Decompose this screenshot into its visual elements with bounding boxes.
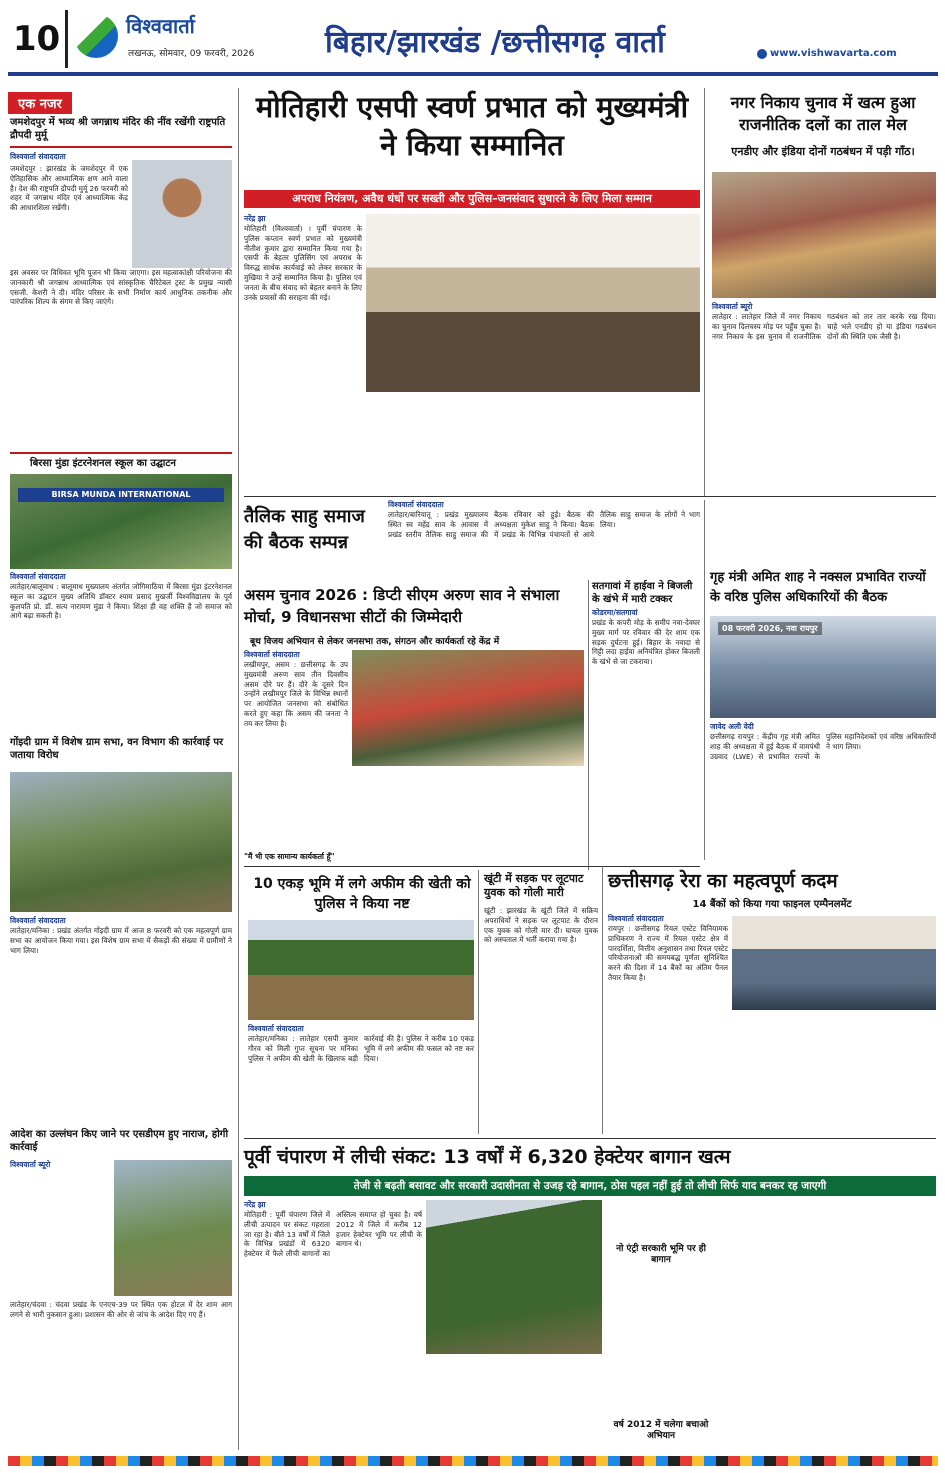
- dateline: लखनऊ, सोमवार, 09 फरवरी, 2026: [128, 49, 255, 59]
- section-title: बिहार/झारखंड /छत्तीसगढ़ वार्ता: [325, 25, 665, 60]
- column-rule: [704, 88, 705, 496]
- assam-body: लखीमपुर, असम : छत्तीसगढ़ के उप मुख्यमंत्री अरुण साव तीन दिवसीय असम दौरे पर हैं। दौरे के दूसरे दिन उन्होंने लखीमपुर जिले के विभिन्न स्थानों पर आयोजित जनसभा को संबोधित करते हुए कहा कि असम की जनता ने तय कर लिया है।: [244, 660, 348, 728]
- opium-byline: विश्ववार्ता संवाददाता: [248, 1024, 304, 1033]
- crowd-photo: [712, 172, 936, 298]
- lychee-headline: पूर्वी चंपारण में लीची संकट: 13 वर्षों में 6,320 हेक्टेयर बागान खत्म: [244, 1146, 731, 1168]
- hotel-photo: [114, 1160, 232, 1296]
- color-registration-bar: [8, 1456, 938, 1466]
- teli-byline: विश्ववार्ता संवाददाता: [388, 500, 444, 509]
- opium-field-photo: [248, 920, 474, 1020]
- opium-headline: 10 एकड़ भूमि में लगे अफीम की खेती को पुलिस ने किया नष्ट: [253, 876, 471, 912]
- rera-meeting-photo: [732, 916, 936, 1010]
- photo-caption: 08 फरवरी 2026, नवा रायपुर: [718, 622, 822, 635]
- brief4-lead: [10, 1172, 110, 1270]
- brief3-byline: विश्ववार्ता संवाददाता: [10, 916, 66, 925]
- assam-strap: बूथ विजय अभियान से लेकर जनसभा तक, संगठन और कार्यकर्ता रहे केंद्र में: [250, 637, 500, 647]
- brief4-body: लातेहार/चंदवा : चंदवा प्रखंड के एनएच-39 पर स्थित एक होटल में देर शाम आग लगने से भारी नुकसान हुआ। प्रशासन की ओर से जांच के आदेश दिए गए हैं।: [10, 1300, 232, 1319]
- brief1-body: इस अवसर पर विधिवत भूमि पूजन भी किया जाएगा। इस महत्वाकांक्षी परियोजना की जानकारी श्री जगन्नाथ आध्यात्मिक एवं सांस्कृतिक चैरिटेबल ट्रस्ट के प्रमुख न्यासी एसजी. केशरी ने दी। मंदिर परिसर के सभी निर्माण कार्य आधुनिक तकनीक और पारंपरिक शिल्प के संगम से किए जाएंगे।: [10, 268, 232, 307]
- pole-headline: सतगावां में हाईवा ने बिजली के खंभे में मारी टक्कर: [592, 581, 693, 605]
- rera-byline: विश्ववार्ता संवाददाता: [608, 914, 664, 923]
- brief1-headline: जमशेदपुर में भव्य श्री जगन्नाथ मंदिर की नींव रखेंगी राष्ट्रपति द्रौपदी मुर्मू: [10, 117, 226, 141]
- row-rule: [244, 1138, 936, 1139]
- brief3-body: लातेहार/मनिका : प्रखंड अंतर्गत गोंइदी ग्राम में आज 8 फरवरी को एक महत्वपूर्ण ग्राम सभा का आयोजन किया गया। इस विशेष ग्राम सभा में सैकड़ों की संख्या में ग्रामीणों ने भाग लिया।: [10, 926, 232, 955]
- school-banner: BIRSA MUNDA INTERNATIONAL: [18, 488, 224, 502]
- shot-headline: खूंटी में सड़क पर लूटपाट युवक को गोली मारी: [484, 872, 584, 899]
- column-rule: [588, 580, 589, 870]
- teli-headline: तैलिक साहु समाज की बैठक सम्पन्न: [244, 506, 365, 553]
- lead-strap: अपराध नियंत्रण, अवैध धंधों पर सख्ती और पुलिस–जनसंवाद सुधारने के लिए मिला सम्मान: [244, 190, 700, 208]
- header-rule: [8, 72, 938, 76]
- lychee-orchard-photo: [426, 1200, 602, 1354]
- lychee-col4-body: [720, 1200, 936, 1450]
- globe-icon: [757, 49, 767, 59]
- brief1-lead: जमशेदपुर : झारखंड के जमशेदपुर में एक ऐतिहासिक और आध्यात्मिक क्षण आने वाला है। देश की राष्ट्रपति द्रौपदी मुर्मू 26 फरवरी को शहर में जगन्नाथ मंदिर एवं आध्यात्मिक केंद्र की आधारशिला रखेंगी।: [10, 164, 128, 213]
- lead-headline: मोतिहारी एसपी स्वर्ण प्रभात को मुख्यमंत्री ने किया सम्मानित: [255, 90, 689, 162]
- lychee-col3-top: [606, 1200, 716, 1242]
- felicitation-photo: [366, 214, 700, 392]
- shah-body: छत्तीसगढ़ रायपुर : केंद्रीय गृह मंत्री अमित शाह की अध्यक्षता में हुई बैठक में वामपंथी उग्रवाद (LWE) से प्रभावित राज्यों के पुलिस महानिदेशकों एवं वरिष्ठ अधिकारियों ने भाग लिया।: [710, 732, 936, 761]
- right-top-byline: विश्ववार्ता ब्यूरो: [712, 302, 753, 311]
- lychee-strap: तेजी से बढ़ती बसावट और सरकारी उदासीनता से उजड़ रहे बागान, ठोस पहल नहीं हुई तो लीची सिर्फ याद बनकर रह जाएगी: [244, 1176, 936, 1196]
- ek-nazar-tag: एक नजर: [8, 92, 72, 114]
- shah-headline: गृह मंत्री अमित शाह ने नक्सल प्रभावित राज्यों के वरिष्ठ पुलिस अधिकारियों की बैठक: [710, 570, 926, 605]
- shah-byline: जावेद अली वेदी: [710, 722, 754, 731]
- column-rule: [602, 866, 603, 1134]
- gram-sabha-photo: [10, 772, 232, 912]
- website-link[interactable]: www.vishwavarta.com: [770, 48, 897, 59]
- lychee-subhead-2: वर्ष 2012 में चलेगा बचाओ अभियान: [613, 1420, 709, 1441]
- pole-byline: कोडरमा/सतगावां: [592, 608, 638, 617]
- lead-body-continued: [366, 396, 700, 474]
- column-rule: [238, 88, 239, 1450]
- school-photo: [10, 474, 232, 569]
- president-photo: [132, 160, 232, 268]
- rera-body-continued: [732, 1014, 936, 1132]
- right-top-strap: एनडीए और इंडिया दोनों गठबंधन में पड़ी गाँठ।: [731, 145, 915, 158]
- assam-quote: "मैं भी एक सामान्य कार्यकर्ता हूँ": [244, 852, 335, 861]
- column-rule: [704, 500, 705, 860]
- page-number: 10: [8, 10, 68, 68]
- brief2-headline: बिरसा मुंडा इंटरनेशनल स्कूल का उद्घाटन: [30, 458, 176, 469]
- divider: [10, 146, 232, 148]
- teli-body: लातेहार/बारियातू : प्रखंड मुख्यालय स्थित स्व महेंद्र साव के आवास में प्रखंड स्तरीय तैलिक साहु समाज की बैठक रविवार को हुई। बैठक की अध्यक्षता मुकेश साहु ने किया। बैठक में प्रखंड के विभिन्न पंचायतों से आये तैलिक साहु समाज के लोगों ने भाग लिया।: [388, 510, 700, 539]
- assam-body-continued: [352, 770, 584, 856]
- lychee-col3-body: [606, 1268, 716, 1418]
- assam-rally-photo: [352, 650, 584, 766]
- meeting-photo: [710, 616, 936, 718]
- brief3-headline: गोंइदी ग्राम में विशेष ग्राम सभा, वन विभाग की कार्रवाई पर जताया विरोध: [10, 737, 224, 761]
- row-rule: [244, 496, 936, 497]
- lead-body: मोतिहारी (विश्ववार्ता) । पूर्वी चंपारण के पुलिस कप्तान स्वर्ण प्रभात को मुख्यमंत्री नीतीश कुमार द्वारा सम्मानित किया गया है। एसपी के बेहतर पुलिसिंग एवं अपराध के विरुद्ध सार्थक कार्यवाई को लेकर सरकार के मुखिया ने उन्हें सम्मानित किया है। पुलिस एवं जनता के बीच संवाद को बेहतर बनाने के लिए उनके प्रयासों की सराहना की गई।: [244, 224, 362, 302]
- column-rule: [478, 870, 479, 1134]
- rera-strap: 14 बैंकों को किया गया फाइनल एम्पैनलमेंट: [692, 899, 852, 910]
- divider: [10, 452, 232, 454]
- row-rule: [244, 866, 700, 867]
- brand-logo-icon: [74, 14, 118, 58]
- rera-headline: छत्तीसगढ़ रेरा का महत्वपूर्ण कदम: [608, 870, 838, 892]
- left-column: [8, 92, 234, 114]
- rera-body: रायपुर : छत्तीसगढ़ रियल एस्टेट विनियामक प्राधिकरण ने राज्य में रियल एस्टेट क्षेत्र में पारदर्शिता, वित्तीय अनुशासन तथा रियल एस्टेट परियोजनाओं की समयबद्ध पूर्णता सुनिश्चित करने की दिशा में 14 बैंकों का अंतिम पैनल तैयार किया है।: [608, 924, 728, 982]
- brief2-body: लातेहार/बालूमाथ : बालूमाथ मुख्यालय अंतर्गत जोगिमाठिया में बिरसा मुंडा इंटरनेशनल स्कूल का उद्घाटन मुख्य अतिथि डॉक्टर श्याम प्रसाद मुखर्जी विश्वविद्यालय के पूर्व कुलपति प्रो. डॉ. सत्य नारायण मुंडा ने किया। शिक्षा ही वह शक्ति है जो समाज को आगे बढ़ा सकती है।: [10, 582, 232, 621]
- brief4-headline: आदेश का उल्लंघन किए जाने पर एसडीएम हुए नाराज, होगी कार्रवाई: [10, 1129, 229, 1153]
- lychee-byline: नरेंद्र झा: [244, 1200, 266, 1209]
- shot-body: खूंटी : झारखंड के खूंटी जिले में सक्रिय अपराधियों ने सड़क पर लूटपाट के दौरान एक युवक को गोली मार दी। घायल युवक को अस्पताल में भर्ती कराया गया है।: [484, 906, 598, 945]
- right-top-body: लातेहार : लातेहार जिले में नगर निकाय का चुनाव दिलचस्प मोड़ पर पहुँच चुका है। नगर निकाय के इस चुनाव में राजनीतिक गठबंधन को तार तार करके रख दिया। चाहे भले एनडीए हो या इंडिया गठबंधन दोनों की स्थिति एक जैसी है।: [712, 312, 936, 341]
- lychee-subhead-1: नो एंट्री सरकारी भूमि पर ही बागान: [616, 1244, 706, 1265]
- brand-name: विश्ववार्ता: [126, 14, 195, 38]
- right-top-headline: नगर निकाय चुनाव में खत्म हुआ राजनीतिक दलों का ताल मेल: [730, 93, 916, 134]
- opium-body: लातेहार/मनिका : लातेहार एसपी कुमार गौरव को मिली गुप्त सूचना पर मनिका पुलिस ने अफीम की खेती के खिलाफ बड़ी कार्रवाई की है। पुलिस ने करीब 10 एकड़ भूमि में लगे अफीम की फसल को नष्ट कर दिया।: [248, 1034, 474, 1063]
- assam-byline: विश्ववार्ता संवाददाता: [244, 650, 300, 659]
- lychee-body-continued: [426, 1358, 602, 1450]
- brief2-byline: विश्ववार्ता संवाददाता: [10, 572, 66, 581]
- brief4-byline: विश्ववार्ता ब्यूरो: [10, 1160, 51, 1169]
- assam-headline: असम चुनाव 2026 : डिप्टी सीएम अरुण साव ने संभाला मोर्चा, 9 विधानसभा सीटों की जिम्मेदारी: [244, 586, 560, 626]
- pole-body: प्रखंड के कपरी मोड़ के समीप नवा-देवघर मुख्य मार्ग पर रविवार की देर शाम एक सड़क दुर्घटना हुई। बिहार के नवादा से गिट्टी लदा हाईवा अनियंत्रित होकर बिजली के खंभे से जा टकराया।: [592, 618, 700, 667]
- lead-byline: नरेंद्र झा: [244, 214, 266, 223]
- lychee-body: मोतिहारी : पूर्वी चंपारण जिले में लीची उत्पादन पर संकट गहराता जा रहा है। बीते 13 वर्षों में जिले के विभिन्न प्रखंडों में 6320 हेक्टेयर में फैले लीची बागानों का अस्तित्व समाप्त हो चुका है। वर्ष 2012 में जिले में करीब 12 हजार हेक्टेयर भूमि पर लीची के बागान थे।: [244, 1210, 422, 1259]
- brief1-byline: विश्ववार्ता संवाददाता: [10, 152, 66, 161]
